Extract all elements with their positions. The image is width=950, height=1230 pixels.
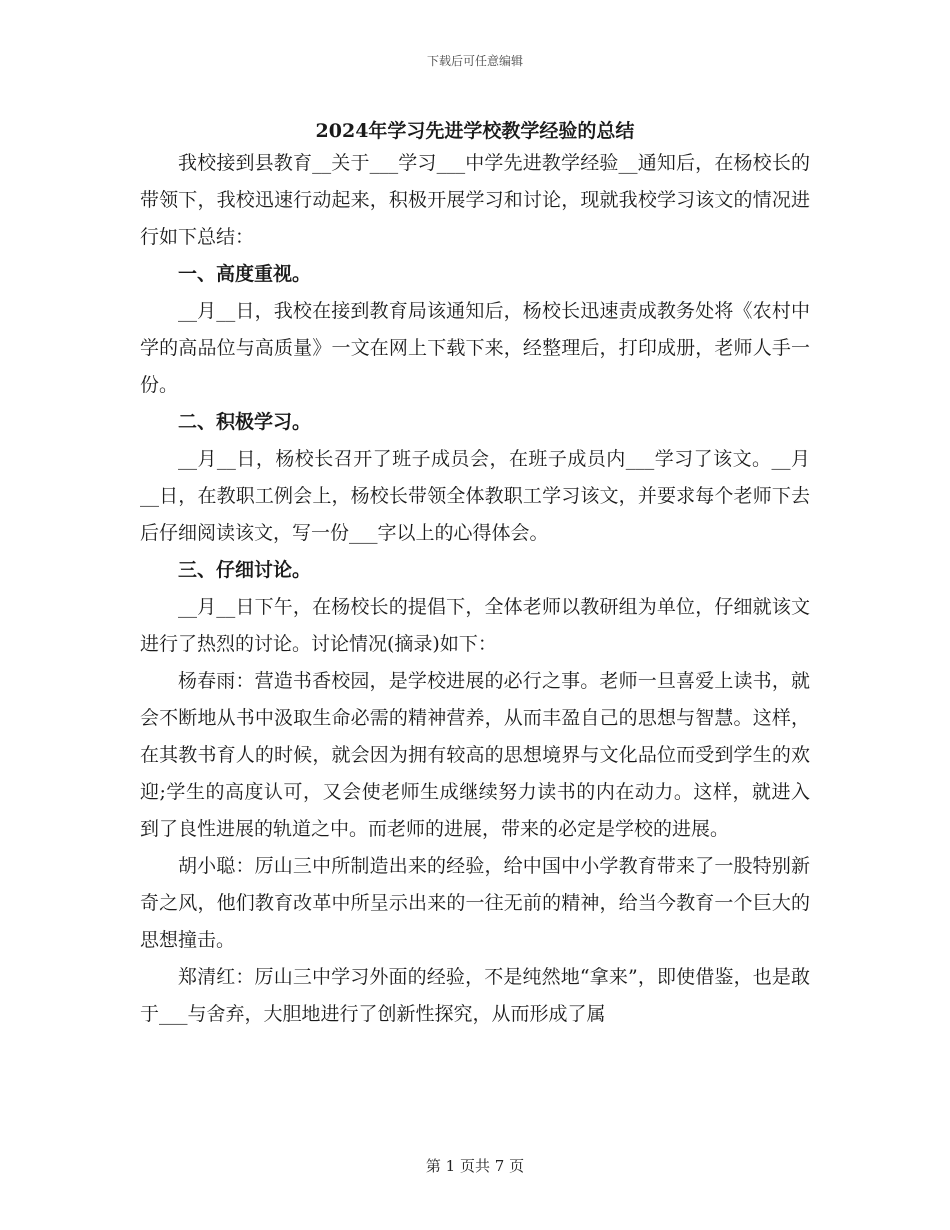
paragraph-zheng-qinghong: 郑清红：厉山三中学习外面的经验，不是纯然地“拿来”，即使借鉴，也是敢于___与舍弃，大胆地进行了创新性探究，从而形成了属	[140, 966, 810, 1025]
section-heading-2: 二、积极学习。	[178, 411, 312, 433]
paragraph-hu-xiaocong: 胡小聪：厉山三中所制造出来的经验，给中国中小学教育带来了一股特别新奇之风，他们教育改革中所呈示出来的一往无前的精神，给当今教育一个巨大的思想撞击。	[140, 855, 810, 951]
paragraph-section-3: __月__日下午，在杨校长的提倡下，全体老师以教研组为单位，仔细就该文进行了热烈的讨论。讨论情况(摘录)如下：	[140, 596, 810, 655]
paragraph-yang-chunyu: 杨春雨：营造书香校园，是学校进展的必行之事。老师一旦喜爱上读书，就会不断地从书中汲取生命必需的精神营养，从而丰盈自己的思想与智慧。这样，在其教书育人的时候，就会因为拥有较高的思想境界与文化品位而受到学生的欢迎;学生的高度认可，又会使老师生成继续努力读书的内在动力。这样，就进入到了良性进展的轨道之中。而老师的进展，带来的必定是学校的进展。	[140, 670, 810, 840]
paragraph-intro: 我校接到县教育__关于___学习___中学先进教学经验__通知后，在杨校长的带领下，我校迅速行动起来，积极开展学习和讨论，现就我校学习该文的情况进行如下总结：	[140, 152, 810, 248]
document-body	[140, 145, 810, 1033]
page-footer: 第 1 页共 7 页	[425, 1157, 525, 1175]
paragraph-section-1: __月__日，我校在接到教育局该通知后，杨校长迅速责成教务处将《农村中学的高品位与高质量》一文在网上下载下来，经整理后，打印成册，老师人手一份。	[140, 300, 810, 396]
section-heading-1: 一、高度重视。	[178, 263, 312, 285]
document-title: 2024年学习先进学校教学经验的总结	[315, 120, 635, 142]
section-heading-3: 三、仔细讨论。	[178, 559, 312, 581]
paragraph-section-2: __月__日，杨校长召开了班子成员会，在班子成员内___学习了该文。__月__日，在教职工例会上，杨校长带领全体教职工学习该文，并要求每个老师下去后仔细阅读该文，写一份___字以上的心得体会。	[140, 448, 810, 544]
page-header: 下载后可任意编辑	[426, 54, 523, 68]
